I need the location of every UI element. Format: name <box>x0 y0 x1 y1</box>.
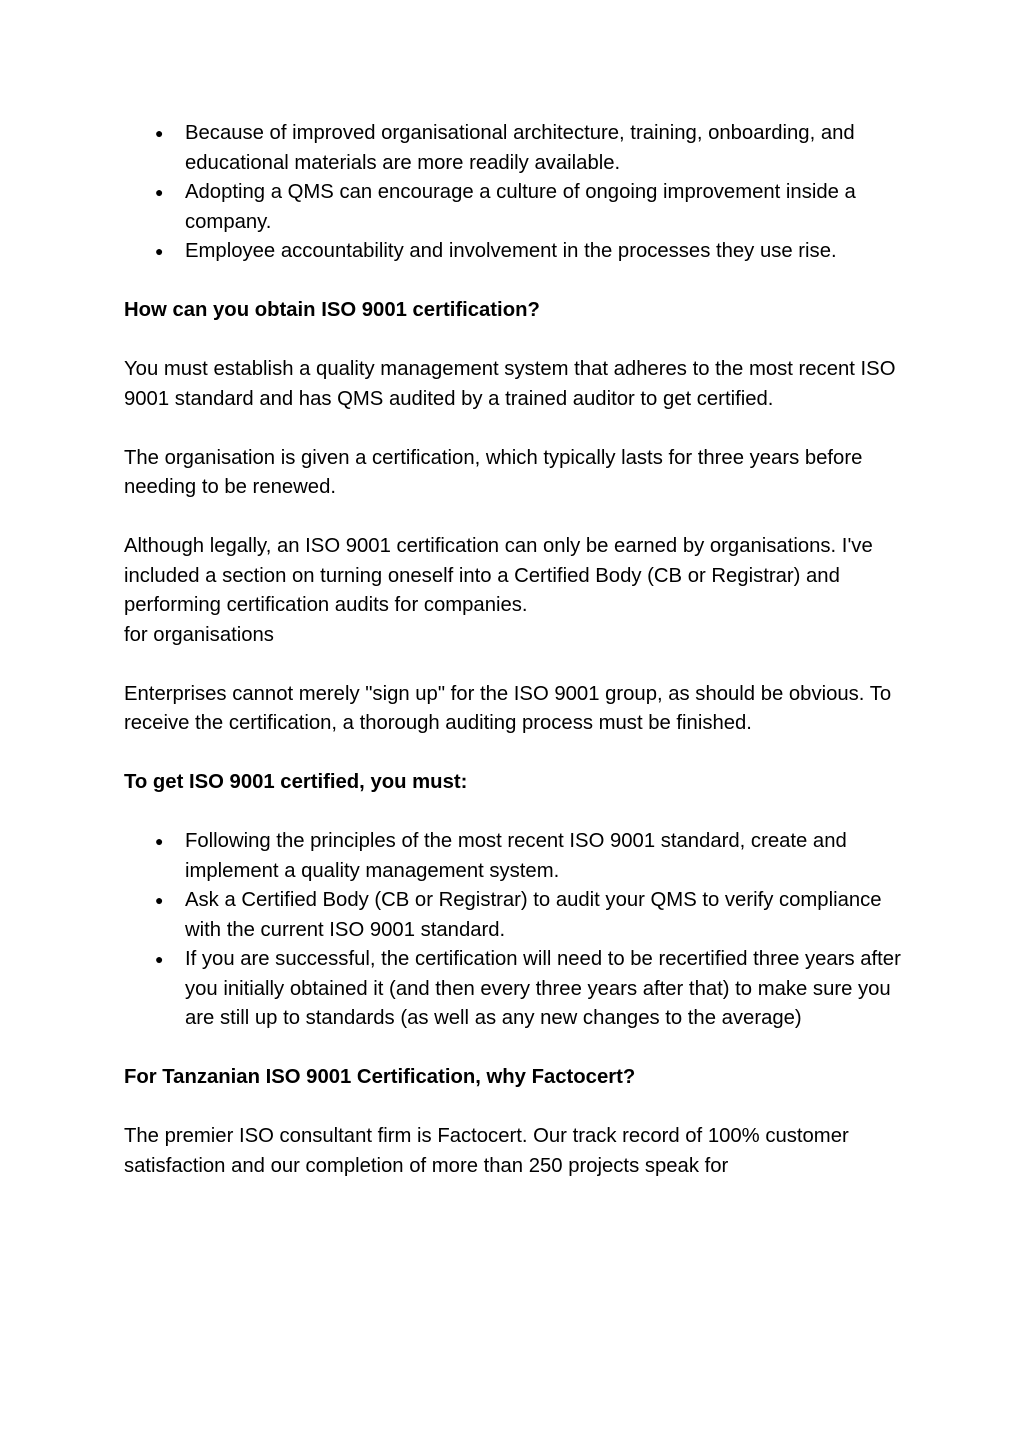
bullet-icon: ● <box>155 125 164 141</box>
paragraph: The premier ISO consultant firm is Factocert. Our track record of 100% customer satisfaction and our completion of more than 250 projects speak for <box>124 1125 849 1177</box>
bullet-icon: ● <box>155 892 164 908</box>
bullet-icon: ● <box>155 243 164 259</box>
list-item <box>155 827 914 886</box>
paragraph: You must establish a quality management system that adheres to the most recent ISO 9001 standard and has QMS audited by a trained auditor to get certified. <box>124 358 896 410</box>
bullet-icon: ● <box>155 951 164 967</box>
document-page <box>124 119 914 1181</box>
list-item-text: Following the principles of the most recent ISO 9001 standard, create and implement a quality management system. <box>185 830 847 882</box>
list-item-text: Because of improved organisational architecture, training, onboarding, and educational materials are more readily available. <box>185 122 855 174</box>
list-item-text: If you are successful, the certification will need to be recertified three years after you initially obtained it (and then every three years after that) to make sure you are still up to standards (as well as any new changes to the average) <box>185 948 901 1029</box>
paragraph: Although legally, an ISO 9001 certification can only be earned by organisations. I've included a section on turning oneself into a Certified Body (CB or Registrar) and performing certification audits for companies. <box>124 535 873 616</box>
list-item <box>155 886 914 945</box>
list-item <box>155 178 914 237</box>
requirements-list <box>124 827 914 1034</box>
list-item-text: Adopting a QMS can encourage a culture of ongoing improvement inside a company. <box>185 181 856 233</box>
bullet-icon: ● <box>155 833 164 849</box>
list-item-text: Ask a Certified Body (CB or Registrar) to audit your QMS to verify compliance with the current ISO 9001 standard. <box>185 889 882 941</box>
section-heading-obtain: How can you obtain ISO 9001 certification? <box>124 299 540 321</box>
section-heading-factocert: For Tanzanian ISO 9001 Certification, why Factocert? <box>124 1066 636 1088</box>
section-heading-requirements: To get ISO 9001 certified, you must: <box>124 771 468 793</box>
benefits-list <box>124 119 914 267</box>
list-item-text: Employee accountability and involvement in the processes they use rise. <box>185 240 837 262</box>
paragraph: Enterprises cannot merely "sign up" for the ISO 9001 group, as should be obvious. To receive the certification, a thorough auditing process must be finished. <box>124 682 892 734</box>
list-item <box>155 945 914 1034</box>
list-item <box>155 119 914 178</box>
paragraph: for organisations <box>124 623 274 646</box>
list-item <box>155 237 914 267</box>
paragraph: The organisation is given a certification, which typically lasts for three years before needing to be renewed. <box>124 446 863 498</box>
bullet-icon: ● <box>155 184 164 200</box>
